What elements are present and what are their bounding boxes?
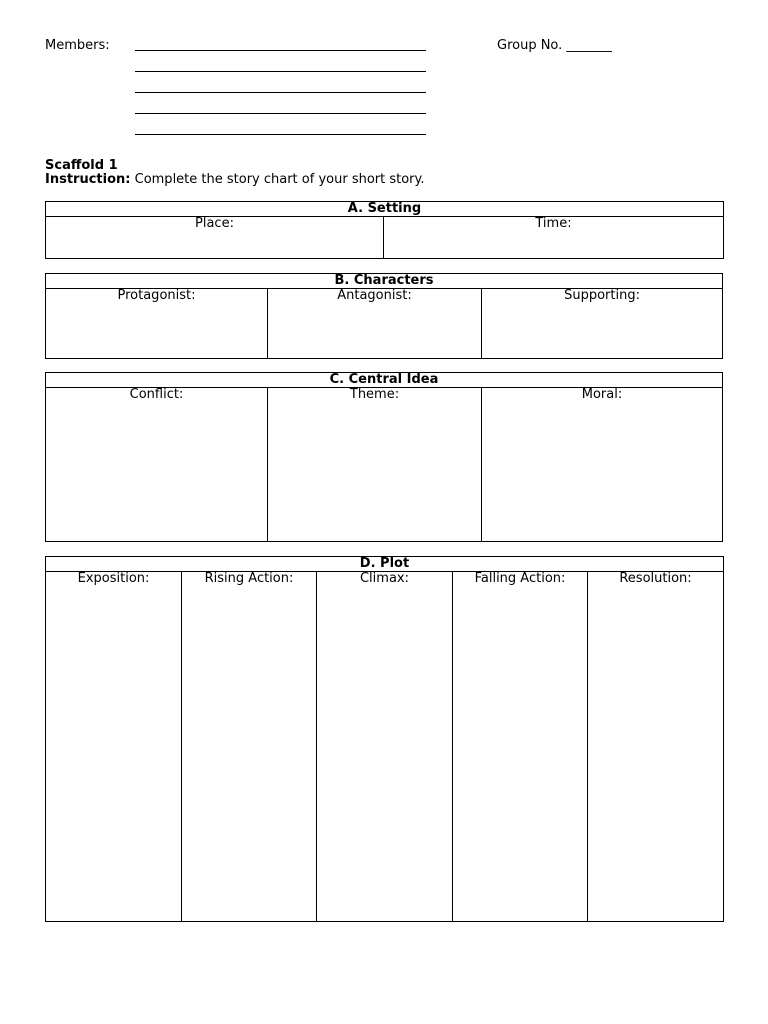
rising-action-cell[interactable]: Rising Action: [182, 572, 317, 922]
member-line-3[interactable] [135, 92, 426, 93]
resolution-cell[interactable]: Resolution: [588, 572, 724, 922]
member-line-5[interactable] [135, 134, 426, 135]
plot-title: D. Plot [46, 557, 724, 572]
climax-cell[interactable]: Climax: [317, 572, 453, 922]
characters-table [45, 273, 723, 359]
antagonist-cell[interactable]: Antagonist: [268, 289, 482, 359]
supporting-cell[interactable]: Supporting: [482, 289, 723, 359]
protagonist-cell[interactable]: Protagonist: [46, 289, 268, 359]
theme-cell[interactable]: Theme: [268, 388, 482, 542]
member-line-4[interactable] [135, 113, 426, 114]
setting-table [45, 201, 724, 259]
conflict-cell[interactable]: Conflict: [46, 388, 268, 542]
instruction [45, 172, 425, 188]
members-label: Members: [45, 38, 110, 53]
member-line-1[interactable] [135, 50, 426, 51]
setting-place-cell[interactable]: Place: [46, 217, 384, 259]
characters-title: B. Characters [46, 274, 723, 289]
exposition-cell[interactable]: Exposition: [46, 572, 182, 922]
scaffold-title: Scaffold 1 [45, 158, 118, 173]
setting-title: A. Setting [46, 202, 724, 217]
instruction-text: Complete the story chart of your short story. [130, 172, 425, 187]
instruction-label: Instruction: [45, 172, 131, 187]
plot-table [45, 556, 724, 922]
falling-action-cell[interactable]: Falling Action: [453, 572, 588, 922]
setting-time-cell[interactable]: Time: [384, 217, 724, 259]
moral-cell[interactable]: Moral: [482, 388, 723, 542]
member-line-2[interactable] [135, 71, 426, 72]
group-number-label: Group No. _______ [497, 38, 612, 53]
central-idea-title: C. Central Idea [46, 373, 723, 388]
central-idea-table [45, 372, 723, 542]
